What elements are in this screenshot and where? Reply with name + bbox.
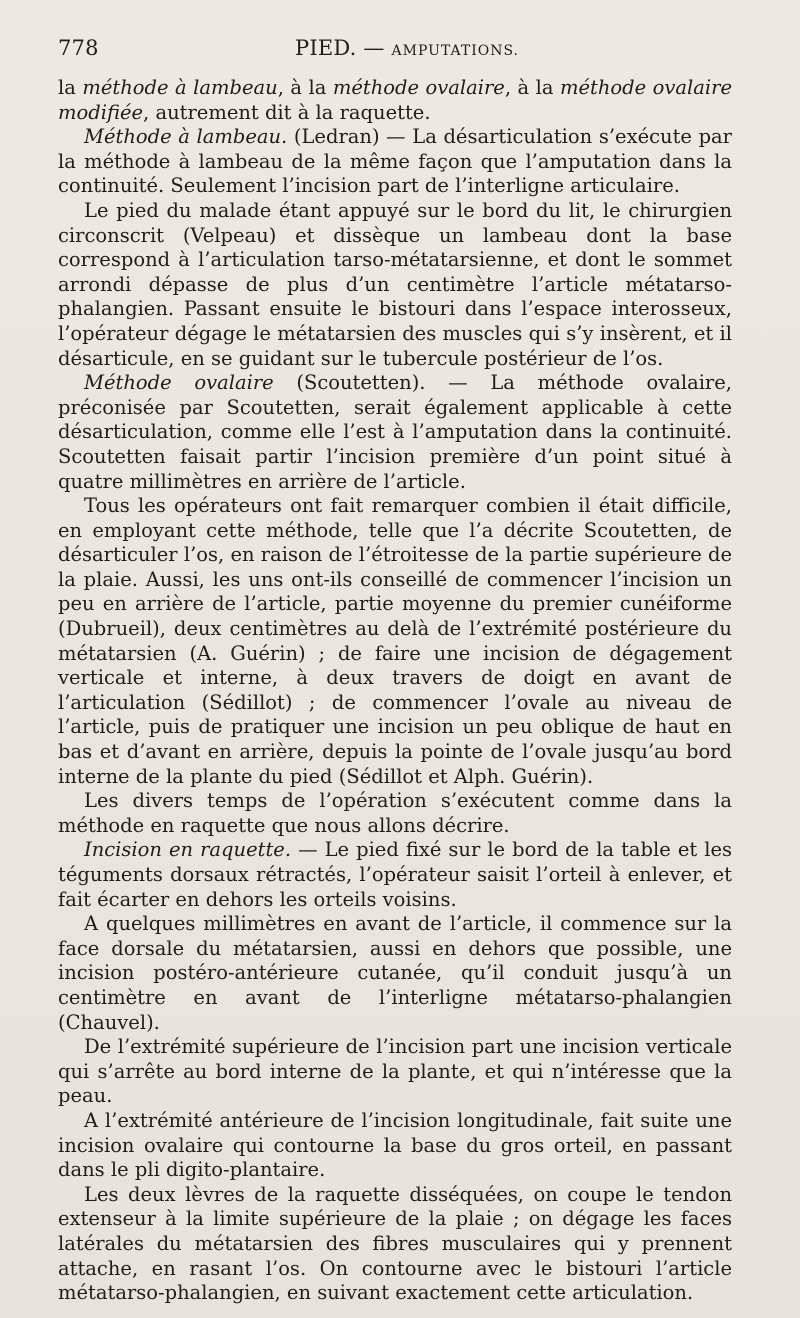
section-subtitle: AMPUTATIONS. [391, 43, 519, 59]
text-run: , à la [504, 76, 560, 99]
page-number: 778 [58, 36, 99, 60]
running-head [58, 36, 732, 76]
italic-run: méthode ovalaire [332, 76, 505, 99]
chapter-title: PIED. [295, 36, 357, 60]
body-text [58, 76, 732, 1306]
text-run: , autrement dit à la raquette. [143, 100, 431, 124]
paragraph [58, 789, 732, 838]
text-run: la [58, 76, 83, 99]
italic-run: méthode à lambeau [82, 76, 278, 99]
paragraph [58, 912, 732, 1035]
text-run: A quelques millimètres en avant de l’article, il commence sur la face dorsale du métatarsien, aussi en dehors que possible, une incision postéro-antérieure cutanée, qu’il conduit jusqu’à un centimètre en avant de l’interligne métatarso-phalangien (Chauvel). [58, 912, 732, 1034]
running-title [295, 36, 519, 60]
text-run: Les divers temps de l’opération s’exécutent comme dans la méthode en raquette que nous allons décrire. [58, 789, 732, 837]
paragraph [58, 1035, 732, 1109]
text-run: De l’extrémité supérieure de l’incision part une incision verticale qui s’arrête au bord interne de la plante, et qui n’intéresse que la peau. [58, 1035, 732, 1108]
paragraph [58, 125, 732, 199]
text-run: (Ledran) — La désarticulation s’exécute par la méthode à lambeau de la même façon que l’amputation dans la continuité. Seulement l’incision part de l’interligne articulaire. [58, 125, 732, 198]
italic-run: méthode ovalaire modifiée [58, 76, 732, 124]
text-run: Le pied du malade étant appuyé sur le bord du lit, le chirurgien circonscrit (Velpeau) et dissèque un lambeau dont la base correspond à l’articulation tarso-métatarsienne, et dont le sommet arrondi dépasse de plus d’un centimètre l’article métatarso-phalangien. Passant ensuite le bistouri dans l’espace interosseux, l’opérateur dégage le métatarsien des muscles qui s’y insèrent, et il désarticule, en se guidant sur le tubercule postérieur de l’os. [58, 198, 732, 370]
text-run: Les deux lèvres de la raquette disséquées, on coupe le tendon extenseur à la limite supérieure de la plaie ; on dégage les faces latérales du métatarsien des fibres musculaires qui y prennent attache, en rasant l’os. On contourne avec le bistouri l’article métatarso-phalangien, en suivant exactement cette articulation. [58, 1182, 732, 1305]
paragraph [58, 76, 732, 125]
paragraph [58, 199, 732, 371]
text-run: A l’extrémité antérieure de l’incision longitudinale, fait suite une incision ovalaire qui contourne la base du gros orteil, en passant dans le pli digito-plantaire. [58, 1108, 732, 1182]
italic-run: Incision en raquette. [84, 838, 292, 862]
paragraph [58, 494, 732, 789]
paragraph [58, 1109, 732, 1183]
paragraph [58, 371, 732, 494]
paragraph [58, 838, 732, 912]
italic-run: Méthode ovalaire [84, 371, 274, 395]
title-separator: — [363, 36, 385, 60]
paragraph [58, 1183, 732, 1306]
text-run: Tous les opérateurs ont fait remarquer combien il était difficile, en employant cette méthode, telle que l’a décrite Scoutetten, de désarticuler l’os, en raison de l’étroitesse de la partie supérieure de la plaie. Aussi, les uns ont-ils conseillé de commencer l’incision un peu en arrière de l’article, partie moyenne du premier cunéiforme (Dubrueil), deux centimètres au delà de l’extrémité postérieure du métatarsien (A. Guérin) ; de faire une incision de dégagement verticale et interne, à deux travers de doigt en avant de l’articulation (Sédillot) ; de commencer l’ovale au niveau de l’article, puis de pratiquer une incision un peu oblique de haut en bas et d’avant en arrière, depuis la pointe de l’ovale jusqu’au bord interne de la plante du pied (Sédillot et Alph. Guérin). [58, 494, 732, 788]
text-run: , à la [277, 76, 333, 99]
italic-run: Méthode à lambeau. [84, 125, 288, 149]
text-run: — Le pied fixé sur le bord de la table et les téguments dorsaux rétractés, l’opérateur saisit l’orteil à enlever, et fait écarter en dehors les orteils voisins. [58, 838, 732, 911]
text-run: (Scoutetten). — La méthode ovalaire, préconisée par Scoutetten, serait également applicable à cette désarticulation, comme elle l’est à l’amputation dans la continuité. Scoutetten faisait partir l’incision première d’un point situé à quatre millimètres en arrière de l’article. [58, 371, 732, 493]
